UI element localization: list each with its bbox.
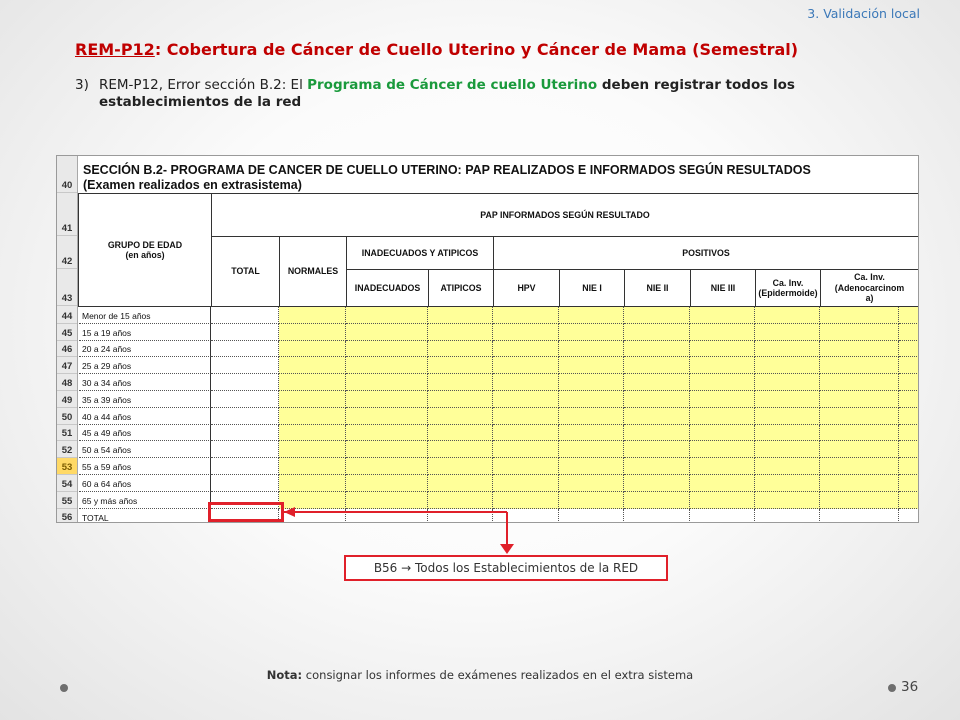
data-cell[interactable] [624,374,690,391]
data-cell[interactable] [428,374,493,391]
data-cell[interactable] [690,458,755,475]
data-cell[interactable] [559,441,624,458]
data-cell[interactable] [820,408,899,425]
data-cell[interactable] [559,458,624,475]
data-cell[interactable] [493,458,559,475]
data-cell[interactable] [559,475,624,492]
section-title [83,163,811,192]
data-cell[interactable] [559,391,624,408]
slide-title [75,40,798,59]
data-cell[interactable] [346,357,428,374]
age-group-label: 30 a 34 años [79,374,211,391]
data-cell[interactable] [346,475,428,492]
row-number: 42 [57,236,77,269]
data-cell[interactable] [279,509,346,523]
data-cell[interactable] [211,307,279,324]
row-number: 56 [57,509,77,523]
data-cell[interactable] [428,475,493,492]
data-cell[interactable] [279,425,346,441]
data-cell[interactable] [624,441,690,458]
data-cell[interactable] [279,391,346,408]
data-cell[interactable] [428,458,493,475]
data-cell[interactable] [624,408,690,425]
header-ca-epidermoide: Ca. Inv. (Epidermoide) [755,269,821,307]
data-cell[interactable] [493,324,559,341]
age-group-label: TOTAL [79,509,211,523]
age-group-label: 50 a 54 años [79,441,211,458]
annotation-callout: B56 → Todos los Establecimientos de la RED [344,555,668,581]
error-line-2: establecimientos de la red [99,94,302,110]
header-nie-2: NIE II [624,269,691,307]
data-cell[interactable] [755,441,820,458]
header-normales: NORMALES [279,236,347,307]
age-group-label: 20 a 24 años [79,341,211,357]
header-hpv: HPV [493,269,560,307]
data-cell[interactable] [559,509,624,523]
data-cell[interactable] [899,324,919,341]
report-code: REM-P12 [75,40,155,59]
data-cell[interactable] [820,307,899,324]
data-cell[interactable] [755,307,820,324]
data-cell[interactable] [493,425,559,441]
row-number: 48 [57,374,77,391]
data-cell[interactable] [346,374,428,391]
data-cell[interactable] [755,492,820,509]
title-text: : Cobertura de Cáncer de Cuello Uterino y Cáncer de Mama (Semestral) [154,40,799,59]
data-cell[interactable] [211,357,279,374]
data-cell[interactable] [559,341,624,357]
data-cell[interactable] [559,408,624,425]
data-cell[interactable] [211,441,279,458]
data-cell[interactable] [279,458,346,475]
header-ca-adenocarcinoma: Ca. Inv. (Adenocarcinom a) [820,269,919,307]
data-cell[interactable] [624,324,690,341]
data-cell[interactable] [690,324,755,341]
data-cell[interactable] [346,441,428,458]
data-cell[interactable] [899,475,919,492]
header-inadecuados: INADECUADOS [346,269,429,307]
data-cell[interactable] [559,425,624,441]
header-grupo-edad: GRUPO DE EDAD (en años) [78,193,212,307]
data-cell[interactable] [624,425,690,441]
row-number: 44 [57,307,77,324]
data-cell[interactable] [279,408,346,425]
header-total: TOTAL [211,236,280,307]
data-cell[interactable] [211,425,279,441]
data-cell[interactable] [690,391,755,408]
header-inadecuados-atipicos: INADECUADOS Y ATIPICOS [346,236,494,270]
data-cell[interactable] [493,391,559,408]
data-cell[interactable] [279,441,346,458]
data-cell[interactable] [493,408,559,425]
data-cell[interactable] [690,408,755,425]
row-number: 47 [57,357,77,374]
data-cell[interactable] [690,492,755,509]
data-cell[interactable] [755,475,820,492]
data-cell[interactable] [899,408,919,425]
data-cell[interactable] [624,391,690,408]
arrow-head-down [500,544,514,554]
data-cell[interactable] [428,341,493,357]
data-cell[interactable] [346,307,428,324]
data-cell[interactable] [559,357,624,374]
data-cell[interactable] [211,458,279,475]
error-number: 3) [75,77,89,93]
data-cell[interactable] [624,357,690,374]
data-cell[interactable] [279,374,346,391]
data-cell[interactable] [346,341,428,357]
data-cell[interactable] [346,324,428,341]
row-number: 41 [57,193,77,236]
data-cell[interactable] [279,475,346,492]
data-cell[interactable] [820,374,899,391]
data-cell[interactable] [755,374,820,391]
row-number: 52 [57,441,77,458]
header-positivos: POSITIVOS [493,236,919,270]
data-cell[interactable] [820,509,899,523]
data-cell[interactable] [820,475,899,492]
row-number: 53 [57,458,77,475]
header-nie-1: NIE I [559,269,625,307]
data-cell[interactable] [211,391,279,408]
right-dot-ornament [888,684,896,692]
data-cell[interactable] [211,341,279,357]
data-cell[interactable] [899,441,919,458]
header-nie-3: NIE III [690,269,756,307]
data-cell[interactable] [279,357,346,374]
age-group-label: 60 a 64 años [79,475,211,492]
data-cell[interactable] [820,441,899,458]
data-cell[interactable] [279,324,346,341]
data-cell[interactable] [279,492,346,509]
data-cell[interactable] [820,425,899,441]
data-cell[interactable] [899,357,919,374]
data-cell[interactable] [624,307,690,324]
data-cell[interactable] [493,441,559,458]
footer-note [0,668,960,682]
data-cell[interactable] [624,475,690,492]
row-number: 51 [57,425,77,441]
header-atipicos: ATIPICOS [428,269,494,307]
data-cell[interactable] [690,341,755,357]
data-cell[interactable] [899,391,919,408]
data-cell[interactable] [755,341,820,357]
row-number: 43 [57,269,77,306]
data-cell[interactable] [493,307,559,324]
data-cell[interactable] [755,391,820,408]
data-cell[interactable] [559,307,624,324]
data-cell[interactable] [690,307,755,324]
error-suffix: deben registrar todos los [597,77,795,93]
data-cell[interactable] [624,341,690,357]
data-cell[interactable] [899,458,919,475]
data-cell[interactable] [559,324,624,341]
data-cell[interactable] [624,458,690,475]
note-text: consignar los informes de exámenes realizados en el extra sistema [302,668,694,682]
data-cell[interactable] [428,408,493,425]
row-number: 45 [57,324,77,341]
note-label: Nota: [266,668,303,682]
data-cell[interactable] [899,509,919,523]
section-title-line2: (Examen realizados en extrasistema) [83,177,302,192]
data-cell[interactable] [820,458,899,475]
data-cell[interactable] [899,374,919,391]
age-group-label: 40 a 44 años [79,408,211,425]
age-group-label: 65 y más años [79,492,211,509]
data-cell[interactable] [428,324,493,341]
data-cell[interactable] [690,374,755,391]
age-group-label: 25 a 29 años [79,357,211,374]
data-cell[interactable] [690,441,755,458]
spreadsheet-table [56,155,919,523]
data-cell[interactable] [559,492,624,509]
data-cell[interactable] [428,509,493,523]
data-cell[interactable] [899,425,919,441]
age-group-label: Menor de 15 años [79,307,211,324]
data-cell[interactable] [690,475,755,492]
error-prefix: REM-P12, Error sección B.2: El [99,77,308,93]
data-cell[interactable] [690,425,755,441]
data-cell[interactable] [346,391,428,408]
data-cell[interactable] [493,374,559,391]
data-cell[interactable] [624,492,690,509]
data-cell[interactable] [820,492,899,509]
header-pap-informados: PAP INFORMADOS SEGÚN RESULTADO [211,193,919,237]
data-cell[interactable] [211,408,279,425]
age-group-label: 35 a 39 años [79,391,211,408]
data-cell[interactable] [755,408,820,425]
data-cell[interactable] [493,357,559,374]
row-number-column [57,156,78,522]
data-cell[interactable] [559,374,624,391]
data-cell[interactable] [493,492,559,509]
data-cell[interactable] [755,357,820,374]
data-cell[interactable] [690,357,755,374]
age-group-label: 45 a 49 años [79,425,211,441]
left-dot-ornament [60,684,68,692]
data-cell[interactable] [755,509,820,523]
data-cell[interactable] [899,492,919,509]
row-number: 50 [57,408,77,425]
data-cell[interactable] [755,425,820,441]
data-cell[interactable] [346,408,428,425]
data-cell[interactable] [211,475,279,492]
data-cell[interactable] [211,374,279,391]
data-cell[interactable] [428,441,493,458]
data-cell[interactable] [211,324,279,341]
data-cell[interactable] [690,509,755,523]
age-group-label: 15 a 19 años [79,324,211,341]
data-cell[interactable] [346,509,428,523]
data-cell[interactable] [428,307,493,324]
data-cell[interactable] [279,307,346,324]
data-cell[interactable] [493,341,559,357]
program-highlight: Programa de Cáncer de cuello Uterino [307,77,598,93]
data-cell[interactable] [820,391,899,408]
row-number: 54 [57,475,77,492]
error-description [75,77,895,111]
data-cell[interactable] [428,391,493,408]
data-cell[interactable] [428,492,493,509]
row-number: 49 [57,391,77,408]
data-cell[interactable] [624,509,690,523]
row-number: 40 [57,156,77,193]
data-cell[interactable] [755,324,820,341]
data-cell[interactable] [820,341,899,357]
page-number: 36 [901,679,919,695]
highlighted-cell-b56 [208,502,284,522]
data-cell[interactable] [493,509,559,523]
data-cell[interactable] [899,341,919,357]
row-number: 55 [57,492,77,509]
data-cell[interactable] [279,341,346,357]
section-tag: 3. Validación local [807,6,920,21]
row-number: 46 [57,341,77,357]
age-group-label: 55 a 59 años [79,458,211,475]
data-cell[interactable] [755,458,820,475]
data-cell[interactable] [428,425,493,441]
data-cell[interactable] [346,425,428,441]
data-cell[interactable] [820,357,899,374]
data-cell[interactable] [899,307,919,324]
data-cell[interactable] [346,458,428,475]
data-cell[interactable] [428,357,493,374]
data-cell[interactable] [346,492,428,509]
data-cell[interactable] [493,475,559,492]
data-cell[interactable] [820,324,899,341]
section-title-line1: SECCIÓN B.2- PROGRAMA DE CANCER DE CUELLO UTERINO: PAP REALIZADOS E INFORMADOS SEGÚN RESULTADOS [83,163,811,177]
